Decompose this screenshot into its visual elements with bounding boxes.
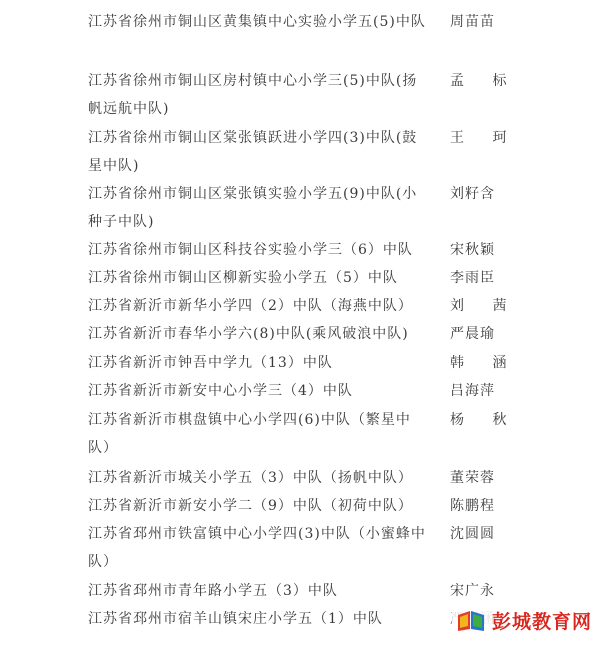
person-name: 刘 茜	[450, 298, 519, 314]
school-unit: 江苏省邳州市铁富镇中心小学四(3)中队（小蜜蜂中队）	[88, 526, 426, 570]
school-unit: 江苏省新沂市新安中心小学三（4）中队	[88, 383, 353, 399]
person-name: 刘籽含	[450, 186, 495, 202]
person-name: 周苗苗	[450, 14, 495, 30]
school-unit: 江苏省徐州市铜山区棠张镇跃进小学四(3)中队(鼓星中队)	[88, 130, 418, 174]
person-name: 韩 涵	[450, 355, 519, 371]
school-unit: 江苏省邳州市青年路小学五（3）中队	[88, 583, 338, 599]
watermark-text: 彭城教育网	[491, 610, 592, 633]
person-name: 董荣蓉	[450, 470, 495, 486]
person-name: 宋广永	[450, 583, 495, 599]
school-unit: 江苏省徐州市铜山区柳新实验小学五（5）中队	[88, 270, 398, 286]
person-name: 杨 秋	[450, 412, 519, 428]
school-unit: 江苏省新沂市新华小学四（2）中队（海燕中队）	[88, 298, 413, 314]
person-name: 严晨瑜	[450, 326, 495, 342]
person-name: 李雨臣	[450, 270, 495, 286]
school-unit: 江苏省新沂市城关小学五（3）中队（扬帆中队）	[88, 470, 413, 486]
school-unit: 江苏省徐州市铜山区黄集镇中心实验小学五(5)中队	[88, 14, 426, 30]
school-unit: 江苏省邳州市宿羊山镇宋庄小学五（1）中队	[88, 611, 383, 627]
person-name: 吕海萍	[450, 383, 495, 399]
person-name: 王 珂	[450, 130, 519, 146]
person-name: 陈鹏程	[450, 498, 495, 514]
school-unit: 江苏省徐州市铜山区棠张镇实验小学五(9)中队(小种子中队)	[88, 186, 418, 230]
watermark	[452, 605, 592, 635]
school-unit: 江苏省新沂市钟吾中学九（13）中队	[88, 355, 333, 371]
school-unit: 江苏省新沂市棋盘镇中心小学四(6)中队（繁星中队）	[88, 412, 411, 456]
person-name: 沈圆圆	[450, 526, 495, 542]
school-unit: 江苏省徐州市铜山区房村镇中心小学三(5)中队(扬帆远航中队)	[88, 73, 418, 117]
person-name: 孟 标	[450, 73, 519, 89]
school-unit: 江苏省徐州市铜山区科技谷实验小学三（6）中队	[88, 242, 413, 258]
school-unit: 江苏省新沂市新安小学二（9）中队（初荷中队）	[88, 498, 413, 514]
book-logo-icon	[456, 607, 486, 633]
person-name: 宋秋颖	[450, 242, 495, 258]
school-unit: 江苏省新沂市春华小学六(8)中队(乘风破浪中队)	[88, 326, 409, 342]
